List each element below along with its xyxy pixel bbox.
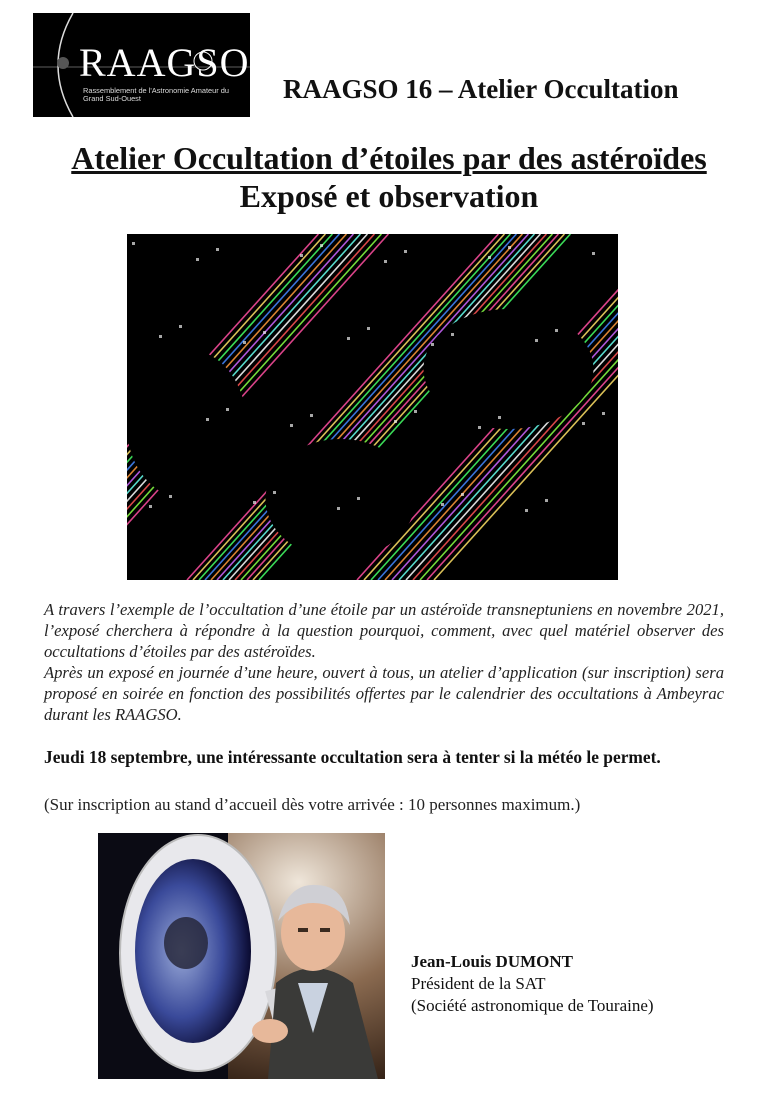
header-title: RAAGSO 16 – Atelier Occultation (283, 74, 679, 104)
speaker-caption (411, 951, 751, 1017)
event-highlight: Jeudi 18 septembre, une intéressante occultation sera à tenter si la météo le permet. (44, 747, 661, 767)
registration-note: (Sur inscription au stand d’accueil dès votre arrivée : 10 personnes maximum.) (44, 795, 581, 814)
raagso-logo (33, 13, 250, 117)
speaker-name: Jean-Louis DUMONT (411, 952, 573, 971)
speaker-photo (98, 833, 385, 1079)
page-title (0, 139, 778, 215)
logo-text: RAAGSO (79, 40, 250, 85)
speaker-organization: (Société astronomique de Touraine) (411, 996, 654, 1015)
title-line-1: Atelier Occultation d’étoiles par des astéroïdes (71, 140, 707, 176)
occultation-light-curves-image (127, 234, 618, 580)
speaker-role: Président de la SAT (411, 974, 546, 993)
speaker-telescope-photo-icon (98, 833, 385, 1079)
description-paragraph-2: Après un exposé en journée d’une heure, ouvert à tous, un atelier d’application (sur inscription) sera proposé en soirée en fonction des possibilités offertes par le calendrier des occultations à Ambeyrac durant les RAAGSO. (44, 663, 724, 724)
logo-subtitle: Rassemblement de l'Astronomie Amateur du Grand Sud-Ouest (83, 86, 230, 103)
title-line-2: Exposé et observation (239, 178, 539, 214)
description-paragraph-1: A travers l’exemple de l’occultation d’une étoile par un astéroïde transneptuniens en novembre 2021, l’exposé cherchera à répondre à la question pourquoi, comment, avec quel matériel observer des occultations d’étoiles par des astéroïdes. (44, 600, 724, 661)
light-curves-graphic (127, 234, 618, 580)
description (44, 599, 724, 725)
